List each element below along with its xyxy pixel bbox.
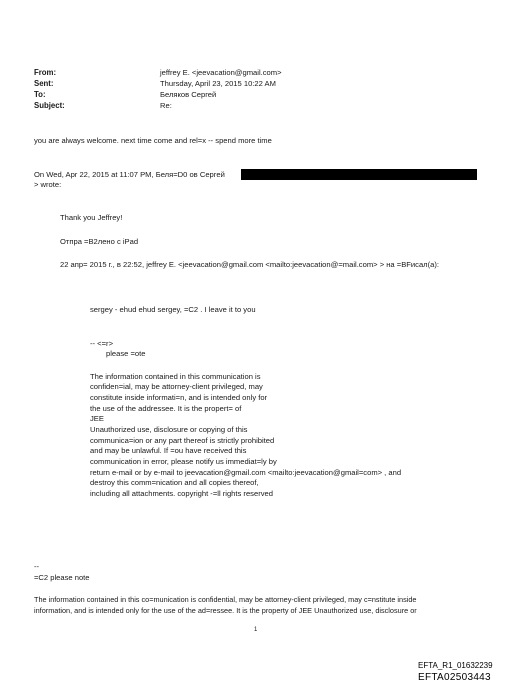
signature-note: please =ote: [106, 349, 146, 358]
subject-label: Subject:: [34, 101, 65, 110]
sent-label: Sent:: [34, 79, 54, 88]
disclaimer-line: constitute inside informati=n, and is intended only for: [90, 393, 268, 402]
bottom-note: =C2 please note: [34, 573, 90, 582]
signature-dash: -- <=r>: [90, 339, 114, 348]
to-value: Беляков Сергей: [160, 90, 217, 99]
redaction-box: [241, 169, 477, 180]
bottom-disclaimer-line: The information contained in this co=munication is confidential, may be attorney-client privileged, may c=nstitute inside: [34, 595, 417, 604]
disclaimer-line: destroy this comm=nication and all copies thereof,: [90, 478, 259, 487]
subject-value: Re:: [160, 101, 172, 110]
quote-intro-line-1: On Wed, Apr 22, 2015 at 11:07 PM, Беля=D0 ов Сергей: [34, 170, 225, 179]
disclaimer-line: JEE: [90, 414, 104, 423]
from-value: jeffrey E. <jeevacation@gmail.com>: [160, 68, 282, 77]
bottom-dash: --: [34, 562, 40, 571]
disclaimer-line: The information contained in this communication is: [90, 372, 261, 381]
page-number: 1: [254, 627, 258, 633]
sent-from-text: Отпра =B2лено с iPad: [60, 237, 139, 246]
disclaimer-line: communication in error, please notify us immediat=ly by: [90, 457, 277, 466]
names-line: sergey - ehud ehud sergey, =C2 . I leave it to you: [90, 305, 256, 314]
sent-value: Thursday, April 23, 2015 10:22 AM: [160, 79, 276, 88]
disclaimer-line: and may be unlawful. If =ou have received this: [90, 446, 247, 455]
from-label: From:: [34, 68, 57, 77]
quote-intro-line-2: > wrote:: [34, 180, 62, 189]
bottom-disclaimer-line: information, and is intended only for the use of the ad=ressee. It is the property of JEE Unauthorized use, disclosure or: [34, 606, 417, 615]
disclaimer-line: return e-mail or by e-mail to jeevacation@gmail.com <mailto:jeevacation@gmail=com> , and: [90, 468, 402, 477]
disclaimer-line: the use of the addressee. It is the propert= of: [90, 404, 242, 413]
to-label: To:: [34, 90, 46, 99]
reply-text: you are always welcome. next time come and rel=x -- spend more time: [34, 136, 272, 145]
disclaimer-line: confiden=ial, may be attorney-client privileged, may: [90, 382, 263, 391]
nested-quote-intro: 22 апр= 2015 г., в 22:52, jeffrey E. <jeevacation@gmail.com <mailto:jeevacation@=mail.com> > на =BFисал(а):: [60, 260, 439, 269]
footer-id-small: EFTA_R1_01632239: [418, 661, 493, 670]
footer-id-large: EFTA02503443: [418, 672, 491, 683]
thanks-text: Thank you Jeffrey!: [60, 213, 123, 222]
disclaimer-line: communica=ion or any part thereof is strictly prohibited: [90, 436, 275, 445]
disclaimer-line: including all attachments. copyright -=ll rights reserved: [90, 489, 273, 498]
disclaimer-line: Unauthorized use, disclosure or copying of this: [90, 425, 248, 434]
